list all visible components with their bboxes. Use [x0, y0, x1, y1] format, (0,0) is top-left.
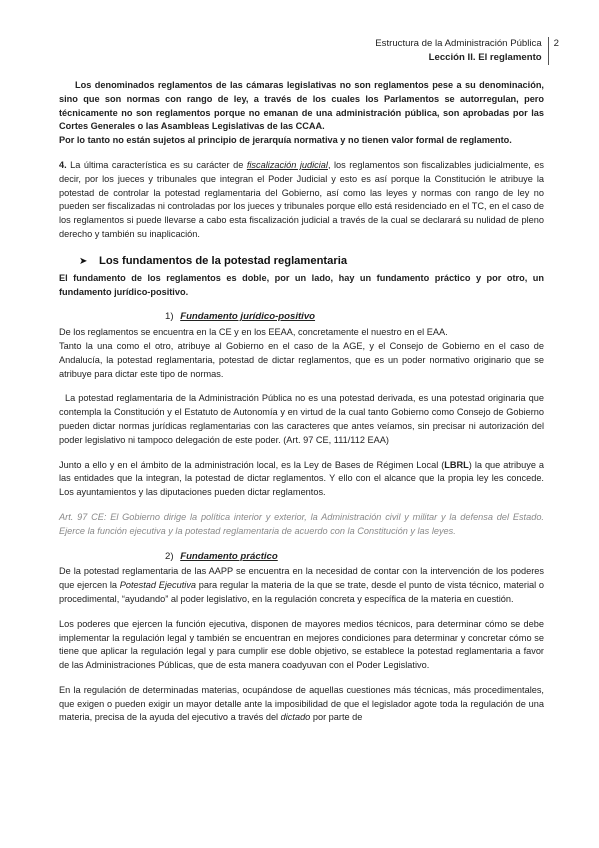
- emphasized-term: dictado: [280, 712, 311, 723]
- item-number: 4.: [59, 159, 67, 170]
- quote-text: Art. 97 CE: El Gobierno dirige la política interior y exterior, la Administración civil y militar y la defensa del Estado. Ejerce la función ejecutiva y la potestad reglamentaria de acuerdo con la Constitución y las leyes.: [59, 511, 544, 536]
- paragraph-technical-matters: [59, 684, 544, 725]
- paragraph-text: por parte de: [310, 712, 363, 723]
- section-heading: [79, 253, 544, 270]
- paragraph-text: Junto a ello y en el ámbito de la administración local, es la Ley de Bases de Régimen Local (: [59, 459, 445, 470]
- paragraph-original-power: [59, 392, 544, 447]
- document-body: [59, 79, 544, 736]
- abbreviation-lbrl: LBRL: [444, 459, 469, 470]
- paragraph-local-admin: [59, 459, 544, 500]
- page-number: 2: [553, 38, 559, 49]
- subsection-title: Fundamento práctico: [180, 550, 278, 562]
- paragraph-judicial-review: [59, 159, 544, 242]
- header-subtitle: Lección II. El reglamento: [428, 52, 542, 63]
- subsection-heading-practical: [59, 550, 544, 564]
- subsection-heading-legal: [59, 310, 544, 324]
- paragraph-text: La potestad reglamentaria de la Administración Pública no es una potestad derivada, es una potestad originaria que contempla la Constitución y el Estatuto de Autonomía y en virtud de la cual tanto Gobierno como Consejo de Gobierno pueden dictar normas jurídicas reglamentarias con las caracteres que antes veíamos, sin precisar ni autorización del poder legislativo ni tampoco delegación de este poder. (Art. 97 CE, 111/112 EAA): [59, 393, 544, 445]
- paragraph-text: De los reglamentos se encuentra en la CE y en los EEAA, concretamente el nuestro en el EAA.: [59, 327, 448, 338]
- paragraph-executive-means: [59, 618, 544, 673]
- paragraph-text: En la regulación de determinadas materias, ocupándose de aquellas cuestiones más técnicas, más procedimentales, que exigen o pueden exigir un mayor detalle ante la imposibilidad de que el legislador agote toda la regulación de una materia, precisa de la ayuda del ejecutivo a través del: [59, 684, 544, 723]
- paragraph-text: El fundamento de los reglamentos es doble, por un lado, hay un fundamento práctico y por otro, un fundamento jurídico-positivo.: [59, 272, 544, 297]
- paragraph-text: De la potestad reglamentaria de las AAPP se encuentra en la necesidad de contar con la intervención de los poderes que ejercen la: [59, 566, 544, 591]
- paragraph-ce-eeaa: [59, 326, 544, 381]
- paragraph-text: ) la que atribuye a las entidades que la integran, la potestad de dictar reglamentos. Y ello con el alcance que la propia ley les concede. Los ayuntamientos y las diputaciones pueden dictar reglamentos.: [59, 459, 544, 498]
- paragraph-text: , los reglamentos son fiscalizables judicialmente, es decir, por los jueces y tribunales que integran el Poder Judicial y esto es así porque la Constitución le atribuye la potestad de controlar la potestad reglamentaria del Gobierno, así como las leyes y normas con rango de ley no pueden ser fiscalizadas ni controladas por los jueces y tribunales porque ello está residenciado en el TC, en el caso de los reglamentos si puede llevarse a cabo esta fiscalización judicial a través de la cual se declarará su nulidad de pleno derecho y también su inaplicación.: [59, 159, 545, 239]
- subsection-number: 1): [165, 311, 174, 323]
- page-header: [375, 37, 559, 65]
- paragraph-text: Tanto la una como el otro, atribuye al Gobierno en el caso de la AGE, y el Consejo de Gobierno en el caso de Andalucía, la potestad reglamentaria, potestad de dictar reglamentos, que es un poder normativo originario que se atribuye para dictar este tipo de normas.: [59, 340, 544, 379]
- section-heading-text: Los fundamentos de la potestad reglamentaria: [99, 254, 348, 267]
- header-titles: [375, 37, 548, 65]
- paragraph-text: Por lo tanto no están sujetos al principio de jerarquía normativa y no tienen valor formal de reglamento.: [59, 135, 512, 146]
- subsection-title: Fundamento jurídico-positivo: [180, 311, 316, 323]
- paragraph-parliament-rules: [59, 79, 544, 148]
- paragraph-double-foundation: [59, 272, 544, 300]
- emphasized-term: fiscalización judicial: [246, 159, 328, 170]
- quoted-article: [59, 511, 544, 539]
- emphasized-term: Potestad Ejecutiva: [119, 580, 197, 591]
- paragraph-text: para regular la materia de la que se trate, desde el punto de vista técnico, material o procedimental, “ayudando” al poder legislativo, en la regulación concreta y específica de la materia en cuestión.: [59, 580, 544, 604]
- paragraph-practical-basis: [59, 565, 544, 606]
- paragraph-text: Los poderes que ejercen la función ejecutiva, disponen de mayores medios técnicos, para determinar cómo se debe implementar la regulación legal y también se encuentran en mejores condiciones para determinar y concretar cómo se tiene que aplicar la regulación legal y para cumplir ese doble objetivo, se establece la potestad reglamentaria a favor de las Administraciones Públicas, que de esta manera coadyuvan con el Poder Legislativo.: [59, 618, 544, 671]
- arrow-bullet-icon: ➤: [79, 255, 88, 267]
- header-title: Estructura de la Administración Pública: [375, 38, 542, 49]
- paragraph-text: La última característica es su carácter de: [66, 159, 247, 170]
- paragraph-text: Los denominados reglamentos de las cámaras legislativas no son reglamentos pese a su denominación, sino que son normas con rango de ley, a través de los cuales los Parlamentos se autorregulan, pero técnicamente no son reglamentos porque no emanan de una administración pública, son aprobadas por las Cortes Generales o las Asambleas Legislativas de las CCAA.: [59, 80, 544, 132]
- subsection-number: 2): [165, 550, 174, 562]
